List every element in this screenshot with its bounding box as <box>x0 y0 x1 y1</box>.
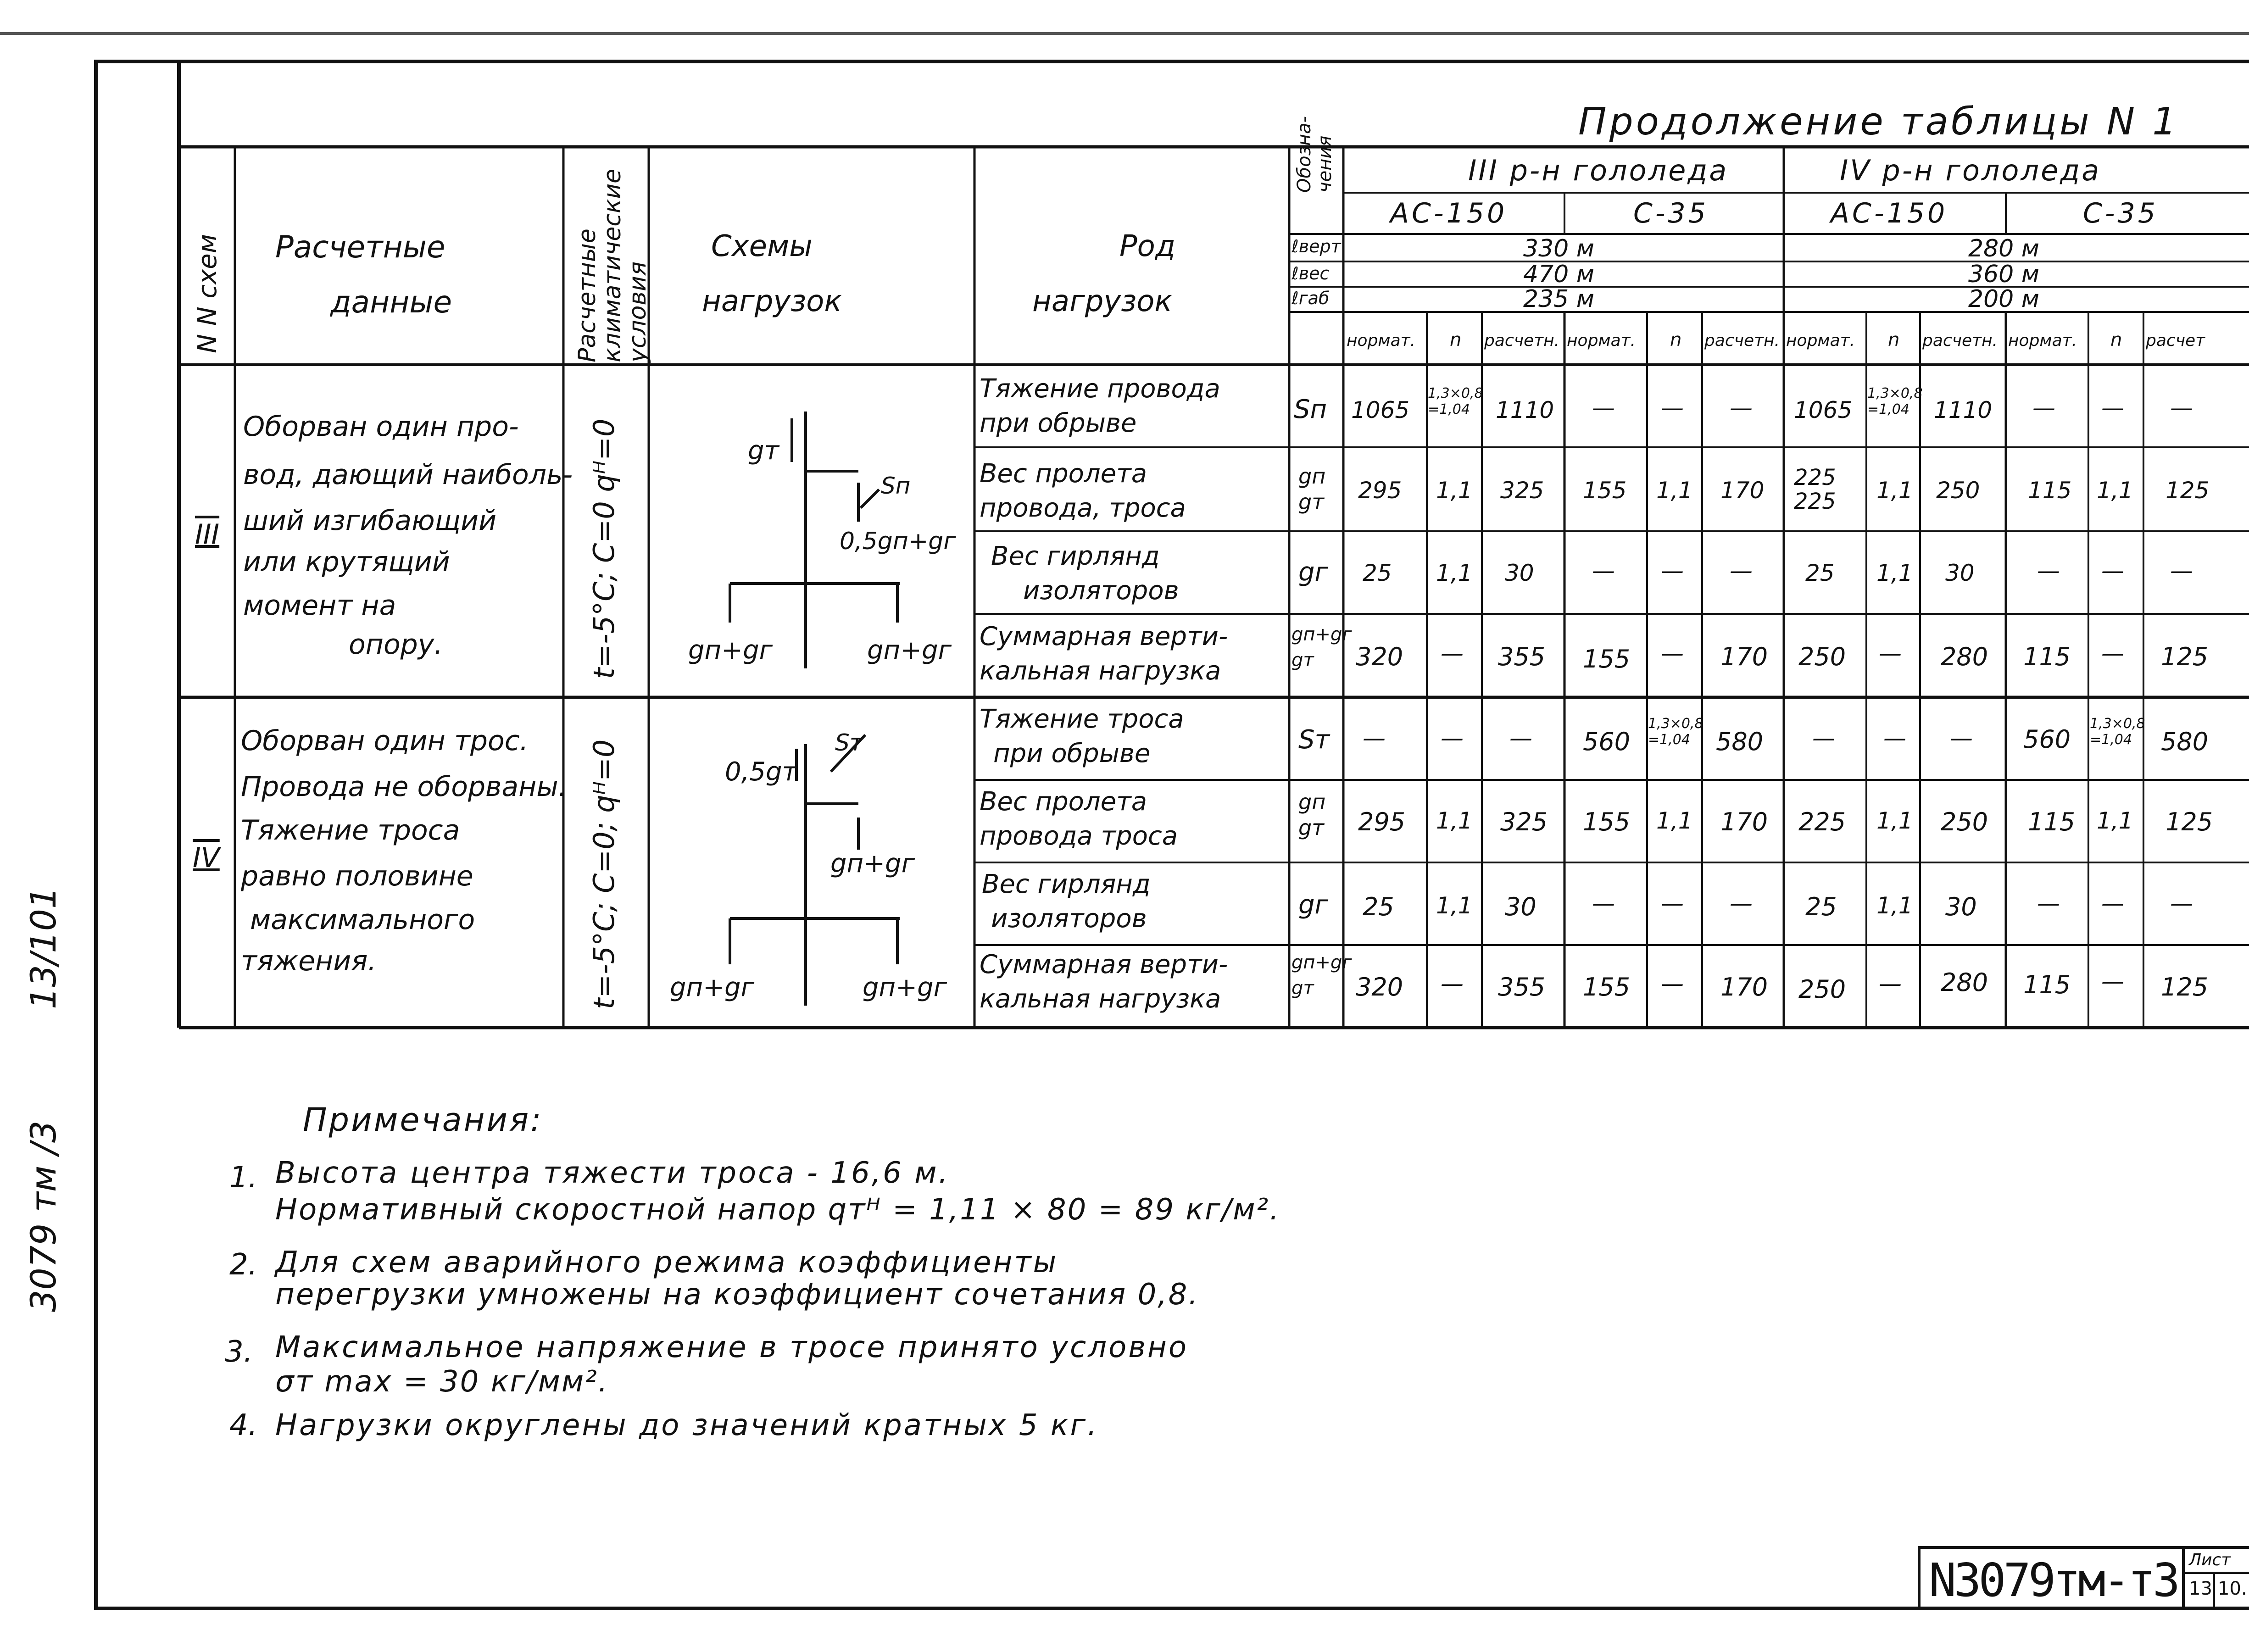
s4r4-v3: 355 <box>1498 973 1546 1001</box>
scheme4-label-gt: 0,5gт <box>725 757 797 787</box>
s3r4-v10: 115 <box>2023 642 2071 671</box>
sub-col-1: нормат. <box>1347 331 1416 350</box>
section4-desc-2: Провода не оборваны. <box>241 771 567 803</box>
scheme-number-3: III <box>195 518 220 551</box>
s3r1-v7: 1065 <box>1794 397 1853 423</box>
s4r4-v9: 280 <box>1941 968 1988 997</box>
s3r3-load-2: изоляторов <box>1023 576 1179 606</box>
section4-desc-5: максимального <box>250 904 475 936</box>
s3r3-v12: — <box>2170 557 2193 584</box>
s3r3-v10: — <box>2037 557 2060 584</box>
sub-col-9: расчетн. <box>1922 331 1998 350</box>
scheme3-label-right: gп+gг <box>867 635 952 665</box>
sub-col-8: n <box>1888 329 1900 350</box>
scheme-number-4: IV <box>193 842 220 874</box>
sub-col-4: нормат. <box>1567 331 1636 350</box>
section3-desc-5: момент на <box>243 590 396 622</box>
scheme4-label-st: Sт <box>835 729 863 756</box>
s3r2-v6: 170 <box>1720 477 1765 504</box>
s3r4-v7: 250 <box>1798 642 1846 671</box>
s3r3-v7: 25 <box>1805 560 1835 586</box>
s4r4-v10: 115 <box>2023 970 2071 999</box>
s4r3-v3: 30 <box>1505 892 1536 921</box>
s4r1-v11: 1,3×0,8 =1,04 <box>2090 716 2145 748</box>
col-header-schemes-line1: Схемы <box>711 229 813 263</box>
notes-heading: Примечания: <box>303 1101 543 1139</box>
page-title: Продолжение таблицы N 1 <box>1578 100 2179 144</box>
s4r1-v1: — <box>1363 725 1386 751</box>
s4r1-v3: — <box>1509 725 1532 751</box>
scheme3-label-gt: gт <box>748 436 779 466</box>
s3r4-v12: 125 <box>2161 642 2209 671</box>
s3r3-v4: — <box>1592 557 1615 584</box>
note-3-number: 3. <box>225 1335 253 1369</box>
section3-desc-2: вод, дающий наиболь- <box>243 459 573 491</box>
sub-col-11: n <box>2110 329 2122 350</box>
s4r3-load-2: изоляторов <box>991 904 1147 934</box>
s4r4-sym: gп+gг gт <box>1292 952 1352 999</box>
col-header-loadtype-line1: Род <box>1119 229 1175 263</box>
s4r4-v5: — <box>1661 970 1684 997</box>
s3r4-v3: 355 <box>1498 642 1546 671</box>
s4r2-v9: 250 <box>1941 807 1988 836</box>
span-label-weight: ℓвес <box>1292 263 1330 284</box>
s4r4-load-2: кальная нагрузка <box>980 984 1221 1014</box>
span-r4-gab: 200 м <box>1968 285 2040 313</box>
note-2-line1: Для схем аварийного режима коэффициенты <box>275 1246 1058 1279</box>
span-r3-gab: 235 м <box>1523 285 1595 313</box>
s3r2-v7: 225 225 <box>1794 465 1836 514</box>
section4-desc-4: равно половине <box>241 860 473 892</box>
wire-ac-r3: АС-150 <box>1390 197 1508 229</box>
s4r1-v6: 580 <box>1716 727 1764 756</box>
note-1-number: 1. <box>229 1161 258 1195</box>
section3-desc-6: опору. <box>349 629 443 661</box>
col-header-scheme-number: N N схем <box>193 234 223 353</box>
section3-desc-4: или крутящий <box>243 546 450 578</box>
s4r2-v6: 170 <box>1720 807 1768 836</box>
s4r1-v8: — <box>1883 725 1906 751</box>
s4r3-v9: 30 <box>1945 892 1977 921</box>
s4r2-v10: 115 <box>2028 807 2076 836</box>
s3r2-v8: 1,1 <box>1876 477 1913 504</box>
stamp-list-value: 13 <box>2189 1578 2212 1599</box>
s4r1-v5: 1,3×0,8 =1,04 <box>1648 716 1703 748</box>
s3r1-v3: 1110 <box>1496 397 1554 423</box>
s4r4-v2: — <box>1441 970 1464 997</box>
s3r4-v2: — <box>1441 640 1464 667</box>
s4r4-v11: — <box>2101 968 2124 995</box>
s3r1-v5: — <box>1661 395 1684 421</box>
s3r3-v1: 25 <box>1363 560 1392 586</box>
s3r2-sym: gп gт <box>1298 464 1326 514</box>
stamp-list-label: Лист <box>2189 1551 2231 1569</box>
s3r2-v3: 325 <box>1500 477 1544 504</box>
s3r3-v6: — <box>1730 557 1753 584</box>
s3r2-v11: 1,1 <box>2097 477 2133 504</box>
section4-desc-6: тяжения. <box>241 945 377 977</box>
col-header-conditions-line3: условия <box>624 261 651 362</box>
s3r3-v9: 30 <box>1945 560 1975 586</box>
s3r2-v4: 155 <box>1583 477 1627 504</box>
section4-desc-1: Оборван один трос. <box>241 725 529 757</box>
note-2-number: 2. <box>229 1248 258 1282</box>
s4r1-v4: 560 <box>1583 727 1631 756</box>
scheme4-label-left: gп+gг <box>670 973 755 1002</box>
s4r4-load-1: Суммарная верти- <box>980 950 1228 979</box>
region-3-header: III р-н гололеда <box>1468 154 1729 187</box>
s3r1-v8: 1,3×0,8 =1,04 <box>1867 385 1923 417</box>
note-3-line2: σт max = 30 кг/мм². <box>275 1365 609 1399</box>
s4r2-v5: 1,1 <box>1656 807 1693 834</box>
sub-col-3: расчетн. <box>1484 331 1560 350</box>
wire-c-r4: С-35 <box>2083 197 2158 229</box>
s3r4-v8: — <box>1879 640 1902 667</box>
s4r3-v12: — <box>2170 890 2193 917</box>
s4r3-load-1: Вес гирлянд <box>982 869 1151 899</box>
s4r3-v8: 1,1 <box>1876 892 1913 919</box>
s4r2-v12: 125 <box>2165 807 2213 836</box>
s4r2-v7: 225 <box>1798 807 1846 836</box>
note-3-line1: Максимальное напряжение в тросе принято условно <box>275 1330 1188 1364</box>
s3r2-v1: 295 <box>1358 477 1402 504</box>
s3r2-load-2: провода, троса <box>980 493 1186 523</box>
section3-desc-1: Оборван один про- <box>243 411 519 443</box>
s4r1-v7: — <box>1812 725 1835 751</box>
s3r2-v10: 115 <box>2028 477 2072 504</box>
s3r4-load-1: Суммарная верти- <box>980 622 1228 651</box>
s3r2-v5: 1,1 <box>1656 477 1693 504</box>
s4r4-v6: 170 <box>1720 973 1768 1001</box>
col-header-conditions-line1: Расчетные <box>573 228 601 362</box>
s3r2-v2: 1,1 <box>1436 477 1473 504</box>
s3r4-v11: — <box>2101 640 2124 667</box>
s3r3-v5: — <box>1661 557 1684 584</box>
col-header-notation-line2: чения <box>1314 135 1336 193</box>
region-4-header: IV р-н гололеда <box>1840 154 2101 187</box>
wire-c-r3: С-35 <box>1633 197 1709 229</box>
s4r3-v4: — <box>1592 890 1615 917</box>
s4r1-v10: 560 <box>2023 725 2071 754</box>
scheme3-label-left: gп+gг <box>688 635 773 665</box>
s4r4-v4: 155 <box>1583 973 1631 1001</box>
s4r2-v11: 1,1 <box>2097 807 2133 834</box>
scheme3-label-sp: Sп <box>881 473 911 499</box>
stamp-total: 10. <box>2218 1578 2247 1599</box>
s3r4-v1: 320 <box>1356 642 1403 671</box>
section4-desc-3: Тяжение троса <box>241 814 460 846</box>
scheme4-label-mid: gп+gг <box>830 849 915 879</box>
section3-condition: t=-5°C; C=0 qᴴ=0 <box>587 418 621 679</box>
sub-col-12: расчет <box>2146 331 2205 350</box>
s4r3-v6: — <box>1730 890 1753 917</box>
span-label-gab: ℓгаб <box>1292 288 1330 308</box>
s4r3-v2: 1,1 <box>1436 892 1473 919</box>
span-r4-vert: 280 м <box>1968 235 2040 262</box>
s3r4-v5: — <box>1661 640 1684 667</box>
col-header-loadtype-line2: нагрузок <box>1032 284 1173 318</box>
span-r3-weight: 470 м <box>1523 261 1595 288</box>
s3r3-v8: 1,1 <box>1876 560 1913 586</box>
s3r1-load-1: Тяжение провода <box>980 374 1220 404</box>
s3r1-v9: 1110 <box>1934 397 1993 423</box>
note-1-line1: Высота центра тяжести троса - 16,6 м. <box>275 1156 950 1190</box>
s3r1-load-2: при обрыве <box>980 408 1137 438</box>
s4r3-v10: — <box>2037 890 2060 917</box>
stamp-v-divider <box>2213 1572 2215 1609</box>
s3r4-load-2: кальная нагрузка <box>980 656 1221 686</box>
s3r1-v2: 1,3×0,8 =1,04 <box>1428 385 1483 417</box>
s4r1-v2: — <box>1441 725 1464 751</box>
s3r1-v12: — <box>2170 395 2193 421</box>
s4r1-sym: Sт <box>1298 725 1330 755</box>
col-header-data-line2: данные <box>330 284 452 320</box>
s4r2-load-1: Вес пролета <box>980 787 1147 817</box>
s4r1-load-1: Тяжение троса <box>980 704 1184 734</box>
s4r2-load-2: провода троса <box>980 821 1178 851</box>
s3r4-v9: 280 <box>1941 642 1988 671</box>
scheme4-label-right: gп+gг <box>863 973 947 1002</box>
stamp-code: N3079тм-т3 <box>1929 1553 2178 1607</box>
col-header-conditions-line2: климатические <box>599 168 626 362</box>
s3r2-v12: 125 <box>2165 477 2210 504</box>
stamp-divider <box>2182 1549 2185 1609</box>
s3r1-v4: — <box>1592 395 1615 421</box>
s4r1-load-2: при обрыве <box>993 739 1151 768</box>
s4r2-v1: 295 <box>1358 807 1406 836</box>
scheme3-label-half: 0,5gп+gг <box>840 528 956 555</box>
note-4-number: 4. <box>229 1408 258 1442</box>
s3r1-v1: 1065 <box>1351 397 1410 423</box>
s4r3-v11: — <box>2101 890 2124 917</box>
s3r4-v4: 155 <box>1583 645 1631 673</box>
note-2-line2: перегрузки умножены на коэффициент сочетания 0,8. <box>275 1278 1199 1312</box>
col-header-schemes-line2: нагрузок <box>702 284 842 318</box>
s3r4-sym: gп+gг gт <box>1292 624 1352 671</box>
s4r3-sym: gг <box>1298 890 1328 920</box>
s4r2-sym: gп gт <box>1298 790 1326 840</box>
margin-note: 3079 тм /3 <box>23 1120 64 1312</box>
s4r2-v4: 155 <box>1583 807 1631 836</box>
col-header-data-line1: Расчетные <box>275 229 445 265</box>
sub-col-10: нормат. <box>2008 331 2077 350</box>
span-label-vert: ℓверт <box>1292 236 1341 256</box>
s3r2-load-1: Вес пролета <box>980 459 1147 489</box>
section3-desc-3: ший изгибающий <box>243 505 497 537</box>
s3r3-v2: 1,1 <box>1436 560 1473 586</box>
s3r3-v3: 30 <box>1505 560 1534 586</box>
margin-sheet-number: 13/101 <box>23 886 64 1009</box>
s4r2-v8: 1,1 <box>1876 807 1913 834</box>
s4r4-v7: 250 <box>1798 975 1846 1004</box>
s4r4-v8: — <box>1879 970 1902 997</box>
col-header-notation-line1: Обозна- <box>1294 116 1315 193</box>
s3r4-v6: 170 <box>1720 642 1768 671</box>
sub-col-7: нормат. <box>1786 331 1855 350</box>
span-r3-vert: 330 м <box>1523 235 1595 262</box>
s4r3-v1: 25 <box>1363 892 1394 921</box>
sub-col-2: n <box>1450 329 1462 350</box>
s3r1-sym: Sп <box>1294 395 1327 424</box>
s4r2-v2: 1,1 <box>1436 807 1473 834</box>
s3r3-load-1: Вес гирлянд <box>991 541 1160 571</box>
s3r1-v11: — <box>2101 395 2124 421</box>
stamp-block <box>1918 1546 2249 1607</box>
s4r1-v12: 580 <box>2161 727 2209 756</box>
s3r3-v11: — <box>2101 557 2124 584</box>
stamp-h-divider <box>2182 1572 2249 1574</box>
sub-col-6: расчетн. <box>1704 331 1780 350</box>
span-r4-weight: 360 м <box>1968 261 2040 288</box>
s4r1-v9: — <box>1950 725 1973 751</box>
section4-condition: t=-5°C; C=0; qᴴ=0 <box>587 739 621 1009</box>
s3r1-v10: — <box>2032 395 2055 421</box>
s4r3-v5: — <box>1661 890 1684 917</box>
s4r4-v12: 125 <box>2161 973 2209 1001</box>
s3r1-v6: — <box>1730 395 1753 421</box>
note-4-line1: Нагрузки округлены до значений кратных 5 кг. <box>275 1408 1099 1442</box>
s4r3-v7: 25 <box>1805 892 1837 921</box>
s3r3-sym: gг <box>1298 557 1328 587</box>
s3r2-v9: 250 <box>1936 477 1980 504</box>
sub-col-5: n <box>1670 329 1682 350</box>
wire-ac-r4: АС-150 <box>1831 197 1948 229</box>
note-1-line2: Нормативный скоростной напор qтᴴ = 1,11 × 80 = 89 кг/м². <box>275 1193 1280 1227</box>
s4r2-v3: 325 <box>1500 807 1548 836</box>
s4r4-v1: 320 <box>1356 973 1403 1001</box>
